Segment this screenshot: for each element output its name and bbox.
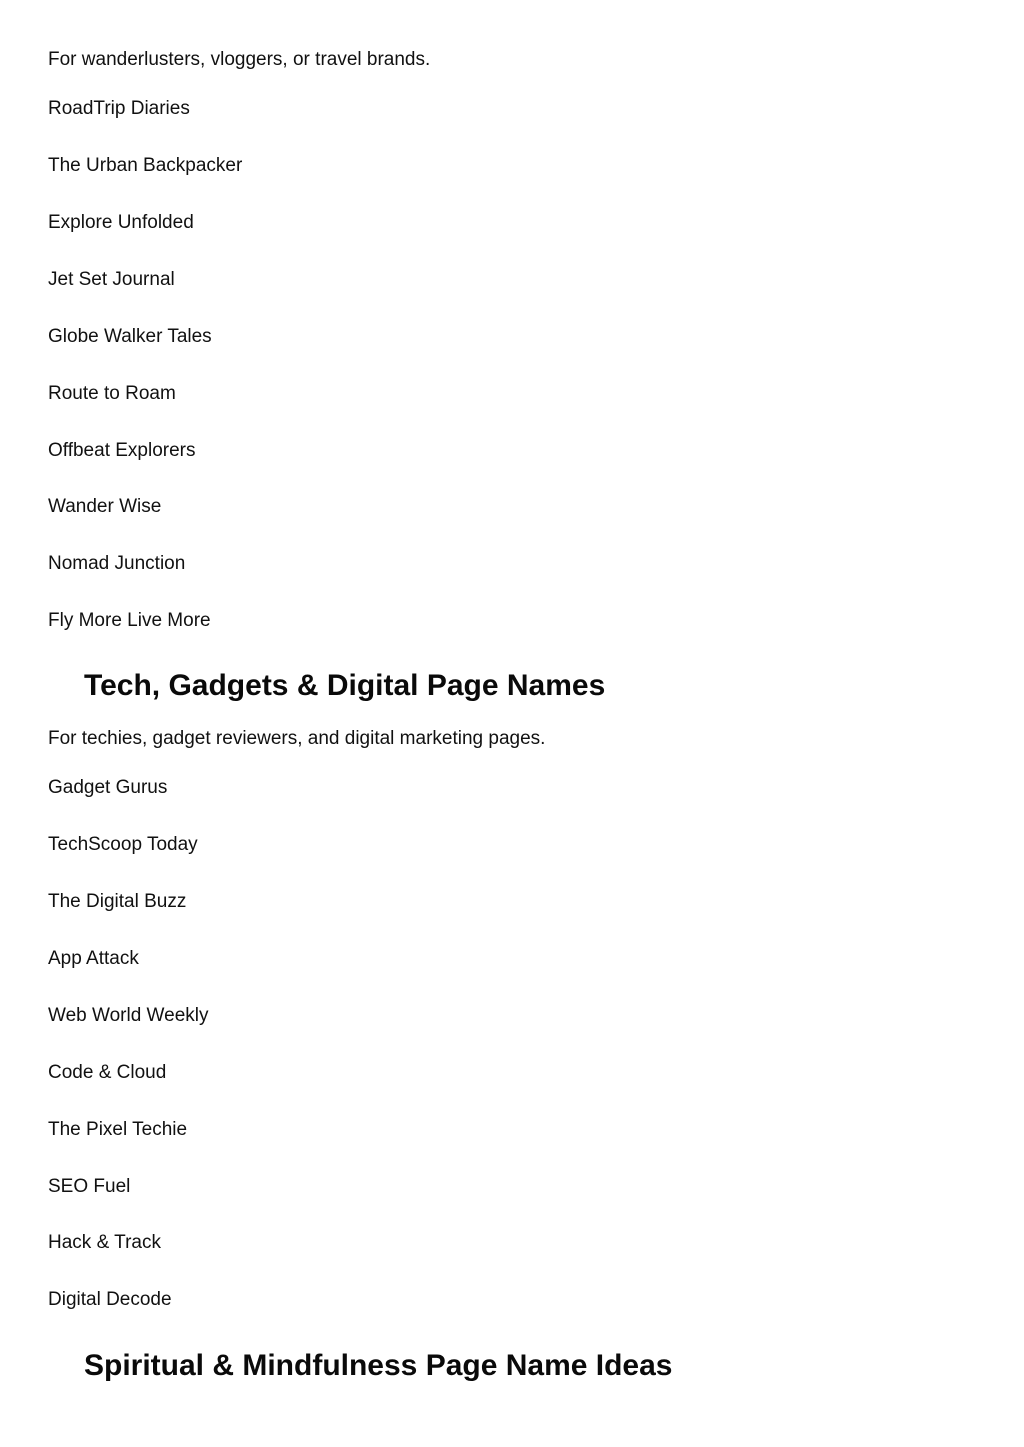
tech-name-item: Hack & Track <box>48 1232 161 1253</box>
tech-name-item: Gadget Gurus <box>48 777 168 798</box>
tech-name-item: Code & Cloud <box>48 1062 167 1083</box>
tech-name-item: App Attack <box>48 948 139 969</box>
travel-name-item: Nomad Junction <box>48 553 186 574</box>
travel-name-item: Fly More Live More <box>48 610 211 631</box>
tech-name-item: Digital Decode <box>48 1289 172 1310</box>
tech-name-item: The Pixel Techie <box>48 1119 188 1140</box>
tech-section-heading: Tech, Gadgets & Digital Page Names <box>84 669 606 702</box>
spiritual-section-heading: Spiritual & Mindfulness Page Name Ideas <box>84 1349 673 1382</box>
travel-intro: For wanderlusters, vloggers, or travel brands. <box>48 49 431 70</box>
travel-name-item: RoadTrip Diaries <box>48 98 190 119</box>
tech-name-item: The Digital Buzz <box>48 891 187 912</box>
travel-name-item: Globe Walker Tales <box>48 326 212 347</box>
travel-name-item: Jet Set Journal <box>48 269 175 290</box>
travel-name-item: Offbeat Explorers <box>48 440 196 461</box>
travel-name-item: Route to Roam <box>48 383 176 404</box>
tech-intro: For techies, gadget reviewers, and digital marketing pages. <box>48 728 546 749</box>
travel-name-item: Wander Wise <box>48 496 162 517</box>
tech-name-item: SEO Fuel <box>48 1176 131 1197</box>
tech-name-item: Web World Weekly <box>48 1005 209 1026</box>
travel-name-item: The Urban Backpacker <box>48 155 243 176</box>
tech-name-item: TechScoop Today <box>48 834 198 855</box>
travel-name-item: Explore Unfolded <box>48 212 194 233</box>
